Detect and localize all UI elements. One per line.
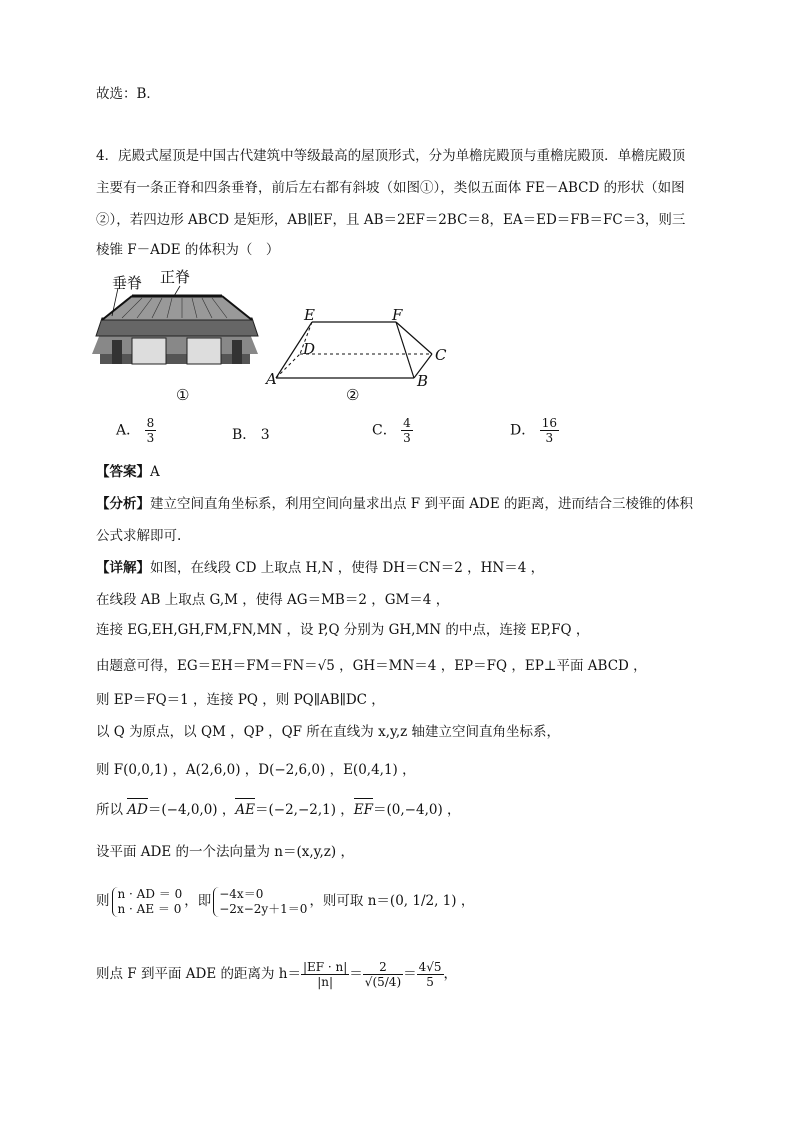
label-zhengji: 正脊 bbox=[160, 268, 191, 286]
distance-num-1: |EF · n| bbox=[302, 960, 348, 974]
distance-den-1: |n| bbox=[317, 975, 334, 989]
question-line-2: 主要有一条正脊和四条垂脊，前后左右都有斜坡（如图①），类似五面体 FE－ABCD 的形状（如图 bbox=[96, 180, 685, 196]
choice-D[interactable] bbox=[510, 416, 559, 445]
answer-value: A bbox=[150, 464, 160, 480]
analysis-line-2: 公式求解即可. bbox=[96, 528, 182, 544]
pentahedron-svg bbox=[262, 302, 462, 392]
normal-vector-choice: ，则可取 n＝(0, 1/2, 1) ， bbox=[309, 893, 475, 909]
detail-line-4: 由题意可得，EG＝EH＝FM＝FN＝√5 ，GH＝MN＝4 ，EP＝FQ ，EP⊥平面 ABCD ， bbox=[96, 658, 647, 674]
distance-fraction-1 bbox=[301, 960, 349, 989]
linear-system bbox=[213, 887, 307, 917]
choice-C[interactable] bbox=[372, 416, 413, 445]
dot-product-system bbox=[112, 887, 183, 917]
choice-A-num: 8 bbox=[146, 416, 155, 430]
detail-line-2: 在线段 AB 上取点 G,M ，使得 AG＝MB＝2 ，GM＝4 ， bbox=[96, 592, 450, 608]
choice-A-fraction bbox=[145, 416, 157, 445]
detail-line-3: 连接 EG,EH,GH,FM,FN,MN ，设 P,Q 分别为 GH,MN 的中点，连接 EP,FQ ， bbox=[96, 622, 590, 638]
vector-AE-value: ＝(−2,−2,1) ， bbox=[254, 802, 354, 818]
distance-fraction-3 bbox=[417, 960, 444, 989]
distance-fraction-2 bbox=[363, 960, 403, 989]
equals-2: ＝ bbox=[403, 966, 417, 982]
distance-den-3: 5 bbox=[426, 975, 434, 989]
analysis-line-1 bbox=[96, 494, 693, 514]
question-line-4: 棱锥 F－ADE 的体积为（ ） bbox=[96, 242, 280, 258]
figure-1-caption: ① bbox=[176, 386, 190, 404]
choice-B-letter: B． bbox=[232, 427, 257, 443]
answer-line bbox=[96, 462, 160, 482]
vertex-label-D: D bbox=[303, 340, 316, 358]
choice-B[interactable] bbox=[232, 424, 270, 444]
analysis-tag: 【分析】 bbox=[96, 496, 150, 512]
distance-suffix: ， bbox=[443, 966, 458, 982]
figure-2-pentahedron bbox=[262, 302, 462, 392]
detail-line-1 bbox=[96, 558, 544, 578]
detail-line-7: 则 F(0,0,1) ，A(2,6,0) ，D(−2,6,0) ，E(0,4,1) ， bbox=[96, 762, 416, 778]
equals-1: ＝ bbox=[349, 966, 363, 982]
choice-D-num: 16 bbox=[541, 416, 557, 430]
question-line-1: 4．庑殿式屋顶是中国古代建筑中等级最高的屋顶形式，分为单檐庑殿顶与重檐庑殿顶．单檐庑殿顶 bbox=[96, 148, 686, 164]
system-1-eq-a: n · AD ＝ 0 bbox=[117, 886, 183, 901]
choice-D-fraction bbox=[540, 416, 559, 445]
vertex-label-A: A bbox=[266, 370, 277, 388]
distance-num-3: 4√5 bbox=[418, 960, 442, 974]
choice-A-den: 3 bbox=[146, 431, 155, 445]
detail-line-6: 以 Q 为原点，以 QM ，QP ，QF 所在直线为 x,y,z 轴建立空间直角坐标系， bbox=[96, 724, 561, 740]
detail-line-5: 则 EP＝FQ＝1 ，连接 PQ ，则 PQ∥AB∥DC ， bbox=[96, 692, 385, 708]
system-mid: ，即 bbox=[184, 893, 212, 909]
vector-AD-value: ＝(−4,0,0) ， bbox=[147, 802, 236, 818]
system-1-eq-b: n · AE ＝ 0 bbox=[117, 901, 182, 916]
detail-line-10 bbox=[96, 886, 474, 917]
choice-C-den: 3 bbox=[403, 431, 411, 445]
label-chuiji: 垂脊 bbox=[112, 274, 143, 292]
vertex-label-F: F bbox=[392, 306, 403, 324]
answer-tag: 【答案】 bbox=[96, 464, 150, 480]
choice-A[interactable] bbox=[116, 416, 156, 445]
vector-EF: EF bbox=[353, 802, 374, 818]
system-2-eq-b: −2x−2y＋1＝0 bbox=[219, 901, 308, 916]
choice-C-fraction bbox=[401, 416, 413, 445]
vertex-label-B: B bbox=[417, 372, 429, 390]
vector-AD: AD bbox=[127, 802, 148, 818]
detail-line-11 bbox=[96, 952, 457, 996]
system-prefix: 则 bbox=[96, 893, 110, 909]
choice-C-letter: C． bbox=[372, 422, 397, 439]
detail-line-9: 设平面 ADE 的一个法向量为 n＝(x,y,z) ， bbox=[96, 844, 354, 860]
choice-D-letter: D． bbox=[510, 422, 536, 439]
vectors-prefix: 所以 bbox=[96, 802, 128, 818]
vector-EF-value: ＝(0,−4,0) ， bbox=[373, 802, 461, 818]
distance-prefix: 则点 F 到平面 ADE 的距离为 h＝ bbox=[96, 966, 301, 982]
vector-AE: AE bbox=[235, 802, 255, 818]
detail-tag: 【详解】 bbox=[96, 560, 150, 576]
distance-num-2: 2 bbox=[363, 960, 403, 975]
choice-D-den: 3 bbox=[545, 431, 554, 445]
vertex-label-C: C bbox=[435, 346, 447, 364]
detail-text-1: 如图，在线段 CD 上取点 H,N ，使得 DH＝CN＝2 ，HN＝4 ， bbox=[150, 560, 545, 576]
choice-A-letter: A． bbox=[116, 422, 141, 439]
detail-line-8 bbox=[96, 800, 461, 820]
question-line-3: ②），若四边形 ABCD 是矩形，AB∥EF，且 AB＝2EF＝2BC＝8，EA＝ED＝FB＝FC＝3，则三 bbox=[96, 212, 686, 228]
distance-den-2: √(5/4) bbox=[364, 975, 402, 989]
system-2-eq-a: −4x＝0 bbox=[219, 886, 264, 901]
previous-answer-line: 故选：B． bbox=[96, 86, 160, 102]
vertex-label-E: E bbox=[304, 306, 315, 324]
figure-2-caption: ② bbox=[346, 386, 360, 404]
choice-C-num: 4 bbox=[403, 416, 411, 430]
choice-B-value: 3 bbox=[260, 427, 270, 443]
analysis-text-1: 建立空间直角坐标系，利用空间向量求出点 F 到平面 ADE 的距离，进而结合三棱锥的体积 bbox=[150, 496, 693, 512]
